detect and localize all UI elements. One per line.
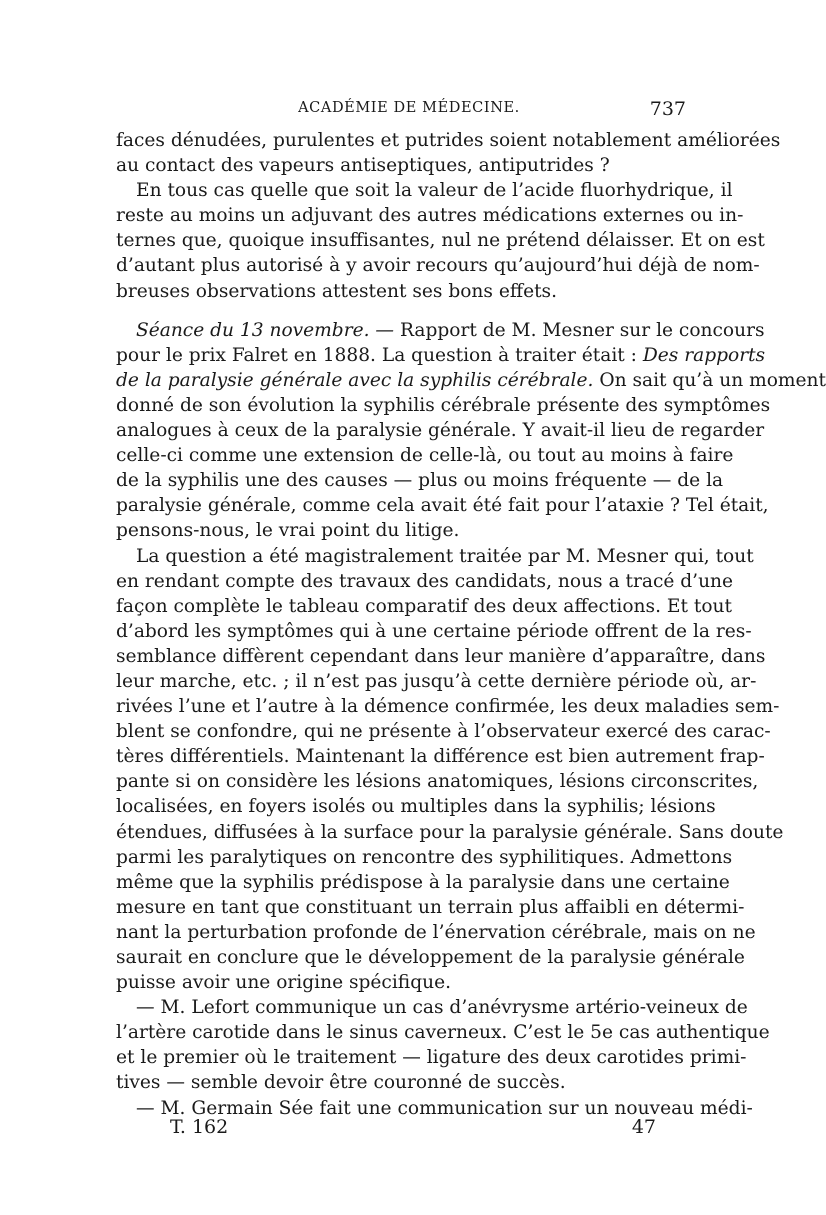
text-line <box>116 1020 770 1045</box>
text-line <box>116 443 734 468</box>
line-text: pante si on considère les lésions anatomiques, lésions circonscrites, <box>116 771 759 793</box>
line-text: façon complète le tableau comparatif des deux affections. Et tout <box>116 595 732 617</box>
text-line <box>116 418 765 443</box>
line-text: En tous cas quelle que soit la valeur de l’acide fluorhydrique, il <box>136 180 733 202</box>
line-text: breuses observations attestent ses bons effets. <box>116 280 558 302</box>
page-footer <box>170 1116 656 1142</box>
paragraph-gap <box>116 304 686 318</box>
line-text: semblance diffèrent cependant dans leur manière d’apparaître, dans <box>116 645 766 667</box>
line-text: La question a été magistralement traitée par M. Mesner qui, tout <box>136 545 754 567</box>
line-text: — M. Lefort communique un cas d’anévrysme artério-veineux de <box>136 997 748 1019</box>
line-text: leur marche, etc. ; il n’est pas jusqu’à cette dernière période où, ar- <box>116 670 757 692</box>
italic-text: Des rapports <box>642 344 766 366</box>
text-line <box>116 970 686 995</box>
line-text: en rendant compte des travaux des candidats, nous a tracé d’une <box>116 570 734 592</box>
line-text: l’artère carotide dans le sinus caverneux. C’est le 5e cas authentique <box>116 1022 770 1044</box>
line-text: reste au moins un adjuvant des autres médications externes ou in- <box>116 205 744 227</box>
text-line <box>116 493 769 518</box>
sheet-folio: 47 <box>631 1116 656 1138</box>
line-text: analogues à ceux de la paralysie générale. Y avait-il lieu de regarder <box>116 420 765 442</box>
line-text: au contact des vapeurs antiseptiques, antiputrides ? <box>116 155 610 177</box>
line-text: — M. Germain Sée fait une communication sur un nouveau médi- <box>136 1097 753 1119</box>
line-text: ternes que, quoique insuffisantes, nul ne prétend délaisser. Et on est <box>116 230 765 252</box>
line-text: faces dénudées, purulentes et putrides soient notablement améliorées <box>116 130 781 151</box>
text-line <box>116 128 781 153</box>
text-line <box>116 719 771 744</box>
text-line <box>116 769 759 794</box>
text-line <box>116 845 733 870</box>
text-line <box>116 569 734 594</box>
text-line <box>116 820 784 845</box>
text-line <box>116 203 744 228</box>
text-line <box>116 153 686 178</box>
page-header <box>116 98 686 124</box>
line-text: pensons-nous, le vrai point du litige. <box>116 520 460 542</box>
line-text: celle-ci comme une extension de celle-là, ou tout au moins à faire <box>116 445 734 467</box>
line-text: nant la perturbation profonde de l’énervation cérébrale, mais on ne <box>116 921 756 943</box>
text-line <box>116 644 766 669</box>
text-line <box>116 468 724 493</box>
text-line <box>116 318 765 343</box>
line-text: paralysie générale, comme cela avait été fait pour l’ataxie ? Tel était, <box>116 495 769 517</box>
text-line <box>116 995 748 1020</box>
text-line <box>116 669 757 694</box>
text-line <box>116 279 686 304</box>
line-text: tives — semble devoir être couronné de succès. <box>116 1072 566 1094</box>
volume-signature: T. 162 <box>170 1116 229 1138</box>
line-text: rivées l’une et l’autre à la démence confirmée, les deux maladies sem- <box>116 696 780 718</box>
line-text: blent se confondre, qui ne présente à l’observateur exercé des carac- <box>116 721 771 743</box>
text-line <box>116 794 716 819</box>
text-line <box>116 1045 747 1070</box>
text-line <box>116 920 756 945</box>
text-line <box>116 253 760 278</box>
line-text: d’autant plus autorisé à y avoir recours qu’aujourd’hui déjà de nom- <box>116 255 760 277</box>
line-text: saurait en conclure que le développement de la paralysie générale <box>116 947 745 968</box>
line-text: pour le prix Falret en 1888. La question à traiter était : <box>116 344 637 366</box>
line-text: puisse avoir une origine spécifique. <box>116 972 451 994</box>
text-line <box>116 594 732 619</box>
line-text: parmi les paralytiques on rencontre des syphilitiques. Admettons <box>116 846 733 868</box>
text-line <box>116 694 780 719</box>
line-text: localisées, en foyers isolés ou multiples dans la syphilis; lésions <box>116 796 716 818</box>
text-line <box>116 368 826 393</box>
text-line <box>116 393 771 418</box>
text-line <box>116 343 766 368</box>
line-text: de la syphilis une des causes — plus ou moins fréquente — de la <box>116 470 724 492</box>
line-text: d’abord les symptômes qui à une certaine période offrent de la res- <box>116 620 752 642</box>
line-text: et le premier où le traitement — ligature des deux carotides primi- <box>116 1047 747 1069</box>
text-line <box>116 518 686 543</box>
line-text: tères différentiels. Maintenant la différence est bien autrement frap- <box>116 746 765 768</box>
text-line <box>116 544 754 569</box>
running-title: ACADÉMIE DE MÉDECINE. <box>298 100 520 116</box>
line-text: On sait qu’à un moment <box>599 369 826 391</box>
line-text: Rapport de M. Mesner sur le concours <box>399 319 765 341</box>
body-text <box>116 128 826 1121</box>
italic-text: Séance du 13 novembre. — <box>136 319 395 341</box>
page-number: 737 <box>649 98 686 120</box>
text-line <box>116 744 765 769</box>
text-line <box>116 178 733 203</box>
line-text: étendues, diffusées à la surface pour la paralysie générale. Sans doute <box>116 821 784 843</box>
italic-text: de la paralysie générale avec la syphilis cérébrale. <box>116 369 594 391</box>
line-text: même que la syphilis prédispose à la paralysie dans une certaine <box>116 871 730 893</box>
text-line <box>116 1070 686 1095</box>
text-line <box>116 870 730 895</box>
line-text: donné de son évolution la syphilis cérébrale présente des symptômes <box>116 394 771 416</box>
text-line <box>116 228 765 253</box>
text-line <box>116 895 745 920</box>
text-line <box>116 619 752 644</box>
line-text: mesure en tant que constituant un terrain plus affaibli en détermi- <box>116 896 745 918</box>
text-line <box>116 945 745 970</box>
